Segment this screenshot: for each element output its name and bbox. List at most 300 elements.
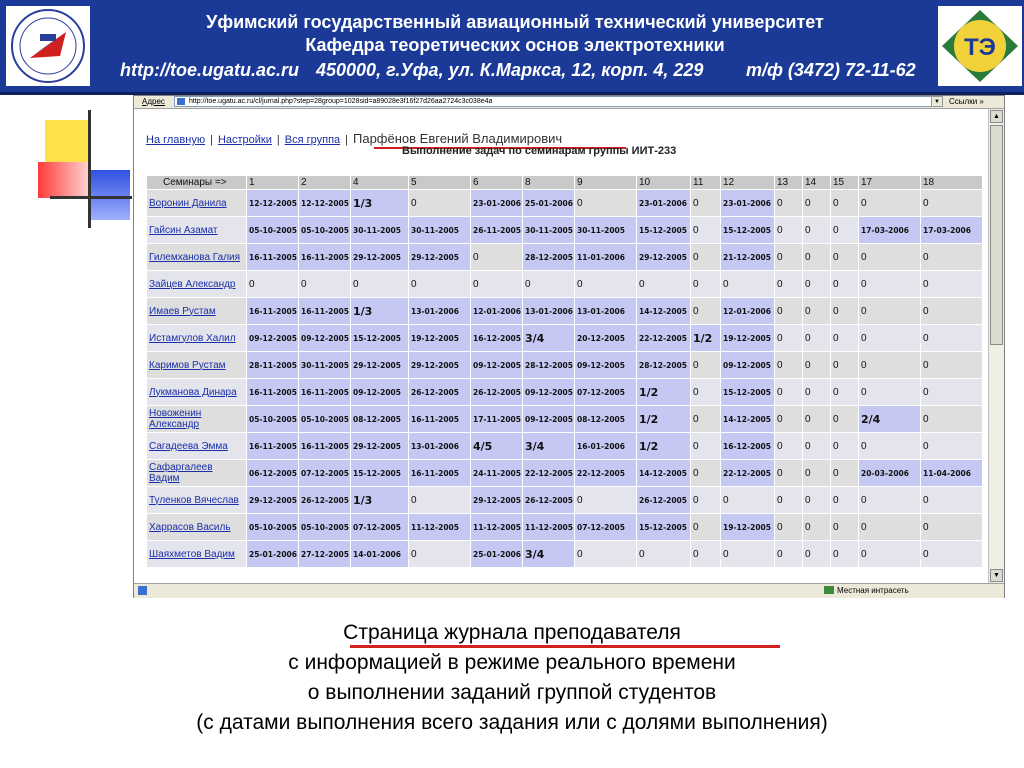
caption-line: (с датами выполнения всего задания или с долями выполнения) (196, 711, 828, 734)
table-cell: 0 (921, 190, 983, 217)
table-cell: 0 (409, 487, 471, 514)
table-cell: 0 (831, 514, 859, 541)
table-cell: 21-12-2005 (721, 244, 775, 271)
table-cell: 06-12-2005 (247, 460, 299, 487)
nav-separator: | (276, 134, 280, 146)
table-cell: 0 (775, 271, 803, 298)
table-cell: 14-12-2005 (637, 460, 691, 487)
table-cell: 28-11-2005 (247, 352, 299, 379)
table-header-row (147, 176, 983, 190)
table-row (147, 217, 983, 244)
table-cell: 0 (691, 514, 721, 541)
address-url: http://toe.ugatu.ac.ru/cl/jurnal.php?step=28group=1028sid=a89028e3f16f27d26aa2724c3c038e4a (189, 98, 493, 105)
student-name-link[interactable]: Каримов Рустам (147, 352, 247, 379)
teacher-name: Парфёнов Евгений Владимирович (353, 131, 563, 146)
table-cell: 13-01-2006 (409, 433, 471, 460)
table-cell: 0 (299, 271, 351, 298)
table-cell: 29-12-2005 (471, 487, 523, 514)
table-cell: 05-10-2005 (299, 406, 351, 433)
website-text: http://toe.ugatu.ac.ru (120, 60, 299, 80)
table-cell: 0 (831, 298, 859, 325)
table-cell: 0 (691, 433, 721, 460)
table-row (147, 352, 983, 379)
table-cell: 09-12-2005 (523, 406, 575, 433)
table-cell: 05-10-2005 (247, 406, 299, 433)
table-cell: 15-12-2005 (721, 379, 775, 406)
table-cell: 23-01-2006 (471, 190, 523, 217)
ugatu-emblem-icon (6, 6, 90, 86)
table-cell: 16-11-2005 (247, 298, 299, 325)
table-row (147, 325, 983, 352)
table-cell: 0 (775, 352, 803, 379)
table-row (147, 514, 983, 541)
table-cell: 1/3 (351, 487, 409, 514)
column-header-seminar: 9 (575, 176, 637, 190)
table-cell: 0 (691, 298, 721, 325)
column-header-seminar: 10 (637, 176, 691, 190)
table-cell: 11-12-2005 (409, 514, 471, 541)
table-cell: 26-12-2005 (637, 487, 691, 514)
table-cell: 0 (775, 460, 803, 487)
table-header-label: Семинары => (147, 176, 247, 190)
table-cell: 0 (831, 325, 859, 352)
table-cell: 09-12-2005 (247, 325, 299, 352)
table-cell: 12-12-2005 (299, 190, 351, 217)
page-icon (177, 98, 185, 105)
table-cell: 0 (831, 487, 859, 514)
table-cell: 0 (859, 541, 921, 568)
table-cell: 0 (775, 298, 803, 325)
browser-window (133, 95, 1005, 598)
table-cell: 0 (831, 217, 859, 244)
table-cell: 0 (803, 514, 831, 541)
table-cell: 0 (721, 541, 775, 568)
table-cell: 0 (575, 487, 637, 514)
table-row (147, 487, 983, 514)
table-cell: 0 (775, 514, 803, 541)
table-cell: 16-11-2005 (299, 379, 351, 406)
table-cell: 3/4 (523, 325, 575, 352)
column-header-seminar: 17 (859, 176, 921, 190)
table-cell: 0 (921, 406, 983, 433)
address-dropdown-button[interactable] (931, 96, 943, 107)
table-cell: 29-12-2005 (351, 433, 409, 460)
table-cell: 30-11-2005 (575, 217, 637, 244)
table-cell: 0 (247, 271, 299, 298)
table-cell: 0 (831, 379, 859, 406)
table-cell: 0 (859, 379, 921, 406)
table-cell: 26-12-2005 (523, 487, 575, 514)
table-cell: 28-12-2005 (637, 352, 691, 379)
table-row (147, 433, 983, 460)
address-bar (134, 96, 1004, 109)
table-cell: 29-12-2005 (409, 352, 471, 379)
vertical-scrollbar[interactable] (988, 109, 1004, 583)
table-cell: 0 (775, 487, 803, 514)
table-row (147, 244, 983, 271)
scroll-down-button[interactable]: ▼ (990, 569, 1003, 582)
table-cell: 0 (575, 271, 637, 298)
table-row (147, 379, 983, 406)
table-cell: 29-12-2005 (409, 244, 471, 271)
table-cell: 0 (859, 190, 921, 217)
student-name-link[interactable]: Сагадеева Эмма (147, 433, 247, 460)
table-row (147, 406, 983, 433)
table-cell: 0 (775, 406, 803, 433)
table-cell: 0 (921, 487, 983, 514)
table-cell: 08-12-2005 (575, 406, 637, 433)
table-row (147, 271, 983, 298)
table-cell: 09-12-2005 (351, 379, 409, 406)
table-cell: 16-12-2005 (721, 433, 775, 460)
decor-horizontal-line (50, 196, 132, 199)
table-cell: 0 (803, 325, 831, 352)
table-cell: 0 (775, 379, 803, 406)
chevron-down-icon: ▼ (934, 99, 940, 105)
table-cell: 27-12-2005 (299, 541, 351, 568)
table-cell: 20-03-2006 (859, 460, 921, 487)
table-cell: 4/5 (471, 433, 523, 460)
table-cell: 0 (775, 217, 803, 244)
column-header-seminar: 2 (299, 176, 351, 190)
table-cell: 05-10-2005 (299, 514, 351, 541)
department-name: Кафедра теоретических основ электротехники (305, 35, 725, 55)
table-cell: 15-12-2005 (721, 217, 775, 244)
table-cell: 0 (691, 406, 721, 433)
table-cell: 19-12-2005 (721, 514, 775, 541)
column-header-seminar: 14 (803, 176, 831, 190)
column-header-seminar: 12 (721, 176, 775, 190)
table-cell: 0 (831, 541, 859, 568)
table-cell: 0 (351, 271, 409, 298)
student-name-link[interactable]: Харрасов Василь (147, 514, 247, 541)
table-cell: 0 (831, 460, 859, 487)
decor-yellow-square (45, 120, 89, 162)
column-header-seminar: 8 (523, 176, 575, 190)
table-cell: 23-01-2006 (721, 190, 775, 217)
table-cell: 09-12-2005 (523, 379, 575, 406)
table-cell: 25-01-2006 (471, 541, 523, 568)
student-name-link[interactable]: Истамгулов Халил (147, 325, 247, 352)
table-cell: 07-12-2005 (351, 514, 409, 541)
nav-group-link[interactable]: Вся группа (284, 134, 341, 146)
table-cell: 16-11-2005 (247, 244, 299, 271)
table-cell: 19-12-2005 (721, 325, 775, 352)
table-cell: 0 (803, 298, 831, 325)
table-cell: 0 (831, 406, 859, 433)
table-cell: 26-11-2005 (471, 217, 523, 244)
table-cell: 0 (921, 433, 983, 460)
table-cell: 0 (803, 271, 831, 298)
nav-settings-link[interactable]: Настройки (217, 134, 272, 146)
table-cell: 0 (803, 433, 831, 460)
table-cell: 29-12-2005 (247, 487, 299, 514)
table-cell: 0 (921, 379, 983, 406)
column-header-seminar: 11 (691, 176, 721, 190)
table-row (147, 190, 983, 217)
table-cell: 22-12-2005 (721, 460, 775, 487)
table-cell: 0 (775, 433, 803, 460)
table-cell: 07-12-2005 (575, 379, 637, 406)
table-cell: 15-12-2005 (351, 460, 409, 487)
table-cell: 0 (803, 379, 831, 406)
table-cell: 0 (831, 433, 859, 460)
table-cell: 0 (721, 487, 775, 514)
table-cell: 0 (691, 379, 721, 406)
links-button[interactable]: Ссылки » (949, 97, 984, 106)
table-cell: 16-11-2005 (409, 460, 471, 487)
table-cell: 0 (803, 406, 831, 433)
student-name-link[interactable]: Новоженин Александр (147, 406, 247, 433)
table-cell: 09-12-2005 (575, 352, 637, 379)
table-cell: 0 (409, 190, 471, 217)
table-cell: 07-12-2005 (299, 460, 351, 487)
table-cell: 16-11-2005 (247, 379, 299, 406)
table-cell: 30-11-2005 (299, 352, 351, 379)
table-cell: 22-12-2005 (523, 460, 575, 487)
column-header-seminar: 15 (831, 176, 859, 190)
status-zone (824, 584, 909, 598)
toe-emblem-icon (938, 6, 1022, 86)
table-cell: 25-01-2006 (523, 190, 575, 217)
table-cell: 12-12-2005 (247, 190, 299, 217)
table-cell: 15-12-2005 (351, 325, 409, 352)
table-cell: 22-12-2005 (575, 460, 637, 487)
table-cell: 11-12-2005 (471, 514, 523, 541)
table-cell: 12-01-2006 (721, 298, 775, 325)
column-header-seminar: 6 (471, 176, 523, 190)
table-cell: 29-12-2005 (637, 244, 691, 271)
table-cell: 11-01-2006 (575, 244, 637, 271)
status-zone-label: Местная интрасеть (837, 586, 909, 595)
nav-separator: | (210, 134, 213, 146)
university-name: Уфимский государственный авиационный технический университет (206, 12, 824, 32)
table-cell: 28-12-2005 (523, 244, 575, 271)
page-content (134, 109, 988, 583)
student-name-link[interactable]: Воронин Данила (147, 190, 247, 217)
table-cell: 0 (691, 352, 721, 379)
column-header-seminar: 1 (247, 176, 299, 190)
table-cell: 0 (921, 514, 983, 541)
table-cell: 0 (921, 325, 983, 352)
table-cell: 16-11-2005 (299, 298, 351, 325)
table-row (147, 298, 983, 325)
table-cell: 0 (575, 541, 637, 568)
table-cell: 0 (859, 325, 921, 352)
table-cell: 0 (803, 487, 831, 514)
decor-vertical-line (88, 110, 91, 228)
table-cell: 1/2 (637, 406, 691, 433)
caption-line: Страница журнала преподавателя (343, 621, 681, 644)
table-cell: 22-12-2005 (637, 325, 691, 352)
seminar-table (146, 175, 983, 568)
student-name-link[interactable]: Гилемханова Галия (147, 244, 247, 271)
column-header-seminar: 18 (921, 176, 983, 190)
table-cell: 0 (803, 352, 831, 379)
table-cell: 08-12-2005 (351, 406, 409, 433)
table-cell: 0 (803, 244, 831, 271)
student-name-link[interactable]: Шаяхметов Вадим (147, 541, 247, 568)
slide-caption (0, 618, 1024, 738)
table-cell: 30-11-2005 (351, 217, 409, 244)
student-name-link[interactable]: Имаев Рустам (147, 298, 247, 325)
table-cell: 0 (803, 217, 831, 244)
column-header-seminar: 4 (351, 176, 409, 190)
address-text: 450000, г.Уфа, ул. К.Маркса, 12, корп. 4, 229 (316, 60, 704, 80)
table-cell: 05-10-2005 (299, 217, 351, 244)
table-cell: 1/2 (637, 433, 691, 460)
scroll-up-button[interactable]: ▲ (990, 110, 1003, 123)
status-bar (134, 583, 1004, 598)
table-cell: 0 (859, 298, 921, 325)
scroll-thumb[interactable] (990, 125, 1003, 345)
table-cell: 0 (803, 190, 831, 217)
table-cell: 0 (691, 271, 721, 298)
student-name-link[interactable]: Сафаргалеев Вадим (147, 460, 247, 487)
decor-blue-square (90, 170, 130, 220)
table-row (147, 541, 983, 568)
table-cell: 17-03-2006 (859, 217, 921, 244)
table-cell: 0 (637, 541, 691, 568)
table-cell: 0 (859, 352, 921, 379)
table-cell: 0 (409, 271, 471, 298)
table-cell: 0 (775, 541, 803, 568)
table-cell: 0 (803, 460, 831, 487)
table-cell: 09-12-2005 (721, 352, 775, 379)
table-cell: 3/4 (523, 433, 575, 460)
nav-home-link[interactable]: На главную (146, 134, 206, 146)
table-cell: 1/3 (351, 190, 409, 217)
table-cell: 13-01-2006 (409, 298, 471, 325)
table-cell: 3/4 (523, 541, 575, 568)
table-cell: 0 (409, 541, 471, 568)
student-name-link[interactable]: Лукманова Динара (147, 379, 247, 406)
table-cell: 25-01-2006 (247, 541, 299, 568)
table-cell: 0 (859, 433, 921, 460)
table-cell: 16-11-2005 (299, 433, 351, 460)
table-cell: 0 (859, 514, 921, 541)
student-name-link[interactable]: Гайсин Азамат (147, 217, 247, 244)
table-cell: 0 (831, 352, 859, 379)
table-cell: 0 (691, 487, 721, 514)
table-cell: 28-12-2005 (523, 352, 575, 379)
table-cell: 0 (471, 271, 523, 298)
department-logo (938, 6, 1022, 86)
table-cell: 26-12-2005 (299, 487, 351, 514)
table-cell: 24-11-2005 (471, 460, 523, 487)
page-status-icon (138, 586, 147, 595)
table-cell: 30-11-2005 (409, 217, 471, 244)
svg-text:ТЭ: ТЭ (964, 34, 996, 61)
table-cell: 26-12-2005 (409, 379, 471, 406)
student-name-link[interactable]: Туленков Вячеслав (147, 487, 247, 514)
table-cell: 0 (803, 541, 831, 568)
student-name-link[interactable]: Зайцев Александр (147, 271, 247, 298)
university-logo (6, 6, 90, 86)
table-cell: 05-10-2005 (247, 514, 299, 541)
table-cell: 29-12-2005 (351, 244, 409, 271)
caption-line: с информацией в режиме реального времени (288, 651, 736, 674)
table-cell: 16-11-2005 (247, 433, 299, 460)
table-cell: 17-03-2006 (921, 217, 983, 244)
header-banner (0, 0, 1024, 95)
table-cell: 0 (921, 298, 983, 325)
phone-text: т/ф (3472) 72-11-62 (746, 60, 916, 80)
page-heading: Выполнение задач по семинарам группы ИИТ-233 (402, 145, 677, 157)
address-label: Адрес (142, 97, 165, 106)
table-cell: 0 (859, 244, 921, 271)
table-cell: 0 (637, 271, 691, 298)
table-cell: 0 (691, 190, 721, 217)
table-cell: 0 (691, 217, 721, 244)
table-cell: 09-12-2005 (471, 352, 523, 379)
table-cell: 0 (775, 190, 803, 217)
table-cell: 1/2 (691, 325, 721, 352)
table-cell: 26-12-2005 (471, 379, 523, 406)
contact-line (120, 60, 940, 81)
table-cell: 11-12-2005 (523, 514, 575, 541)
table-cell: 0 (921, 541, 983, 568)
table-cell: 14-12-2005 (637, 298, 691, 325)
table-cell: 0 (859, 487, 921, 514)
table-row (147, 460, 983, 487)
table-cell: 16-12-2005 (471, 325, 523, 352)
table-cell: 16-11-2005 (409, 406, 471, 433)
table-cell: 23-01-2006 (637, 190, 691, 217)
table-cell: 13-01-2006 (575, 298, 637, 325)
table-cell: 0 (831, 271, 859, 298)
table-cell: 2/4 (859, 406, 921, 433)
nav-links (146, 131, 562, 146)
table-cell: 09-12-2005 (299, 325, 351, 352)
table-cell: 29-12-2005 (351, 352, 409, 379)
table-cell: 0 (691, 244, 721, 271)
table-cell: 0 (523, 271, 575, 298)
table-cell: 0 (859, 271, 921, 298)
table-cell: 0 (775, 244, 803, 271)
table-cell: 14-12-2005 (721, 406, 775, 433)
table-cell: 0 (921, 244, 983, 271)
table-cell: 0 (721, 271, 775, 298)
table-cell: 0 (691, 541, 721, 568)
table-cell: 30-11-2005 (523, 217, 575, 244)
table-cell: 0 (691, 460, 721, 487)
decor-red-square (38, 162, 88, 198)
caption-line: о выполнении заданий группой студентов (307, 681, 717, 704)
table-cell: 0 (575, 190, 637, 217)
table-cell: 16-01-2006 (575, 433, 637, 460)
table-cell: 17-11-2005 (471, 406, 523, 433)
column-header-seminar: 13 (775, 176, 803, 190)
table-cell: 15-12-2005 (637, 514, 691, 541)
table-cell: 0 (831, 244, 859, 271)
table-cell: 1/3 (351, 298, 409, 325)
table-cell: 0 (921, 271, 983, 298)
table-cell: 19-12-2005 (409, 325, 471, 352)
table-cell: 11-04-2006 (921, 460, 983, 487)
table-cell: 07-12-2005 (575, 514, 637, 541)
table-cell: 0 (471, 244, 523, 271)
table-cell: 12-01-2006 (471, 298, 523, 325)
table-cell: 0 (775, 325, 803, 352)
table-cell: 0 (831, 190, 859, 217)
table-cell: 15-12-2005 (637, 217, 691, 244)
address-input[interactable] (174, 96, 934, 107)
intranet-icon (824, 586, 834, 594)
column-header-seminar: 5 (409, 176, 471, 190)
table-cell: 14-01-2006 (351, 541, 409, 568)
nav-separator: | (345, 134, 348, 146)
